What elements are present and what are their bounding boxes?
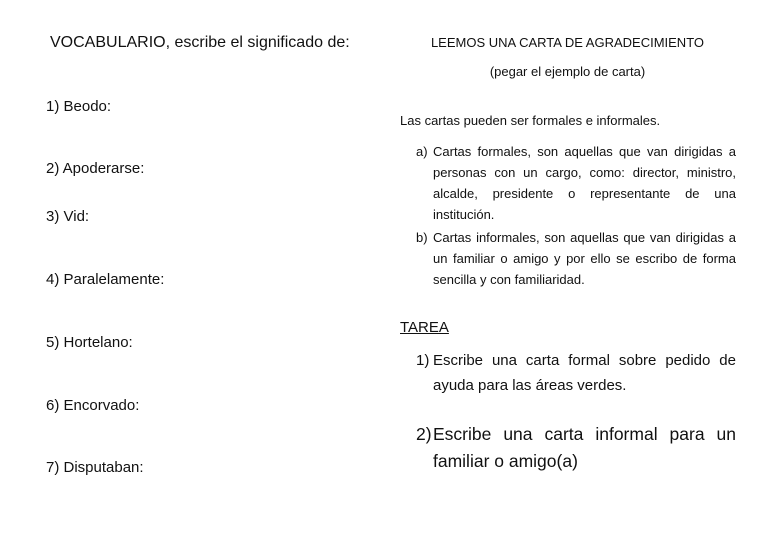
vocab-item-paralelamente: 4) Paralelamente: <box>46 271 165 288</box>
vocab-item-encorvado: 6) Encorvado: <box>46 397 140 414</box>
homework-task-2 <box>416 421 736 475</box>
homework-title: TAREA <box>400 319 449 336</box>
list-marker: a) <box>416 144 428 159</box>
homework-task-text: Escribe una carta informal para un familiar o amigo(a) <box>433 424 736 471</box>
list-marker: b) <box>416 230 428 245</box>
vocab-item-disputaban: 7) Disputaban: <box>46 459 144 476</box>
list-marker: 1) <box>416 352 430 369</box>
vocab-item-beodo: 1) Beodo: <box>46 98 112 115</box>
vocab-item-apoderarse: 2) Apoderarse: <box>46 160 145 177</box>
letter-title: LEEMOS UNA CARTA DE AGRADECIMIENTO <box>430 35 705 50</box>
letter-subtitle: (pegar el ejemplo de carta) <box>489 64 646 79</box>
vocabulary-title: VOCABULARIO, escribe el significado de: <box>50 34 350 51</box>
letter-type-text: Cartas informales, son aquellas que van dirigidas a un familiar o amigo y por ello se escribo de forma sencilla y con familiaridad. <box>433 230 736 287</box>
letter-type-text: Cartas formales, son aquellas que van dirigidas a personas con un cargo, como: director, ministro, alcalde, presidente o representante de una institución. <box>433 144 736 222</box>
letter-type-informal <box>416 227 736 290</box>
list-marker: 2) <box>416 424 432 444</box>
vocab-item-hortelano: 5) Hortelano: <box>46 334 133 351</box>
homework-task-text: Escribe una carta formal sobre pedido de ayuda para las áreas verdes. <box>433 352 736 394</box>
letter-intro: Las cartas pueden ser formales e informales. <box>400 113 661 128</box>
homework-task-1 <box>416 348 736 398</box>
letter-type-formal <box>416 141 736 225</box>
vocab-item-vid: 3) Vid: <box>46 208 90 225</box>
